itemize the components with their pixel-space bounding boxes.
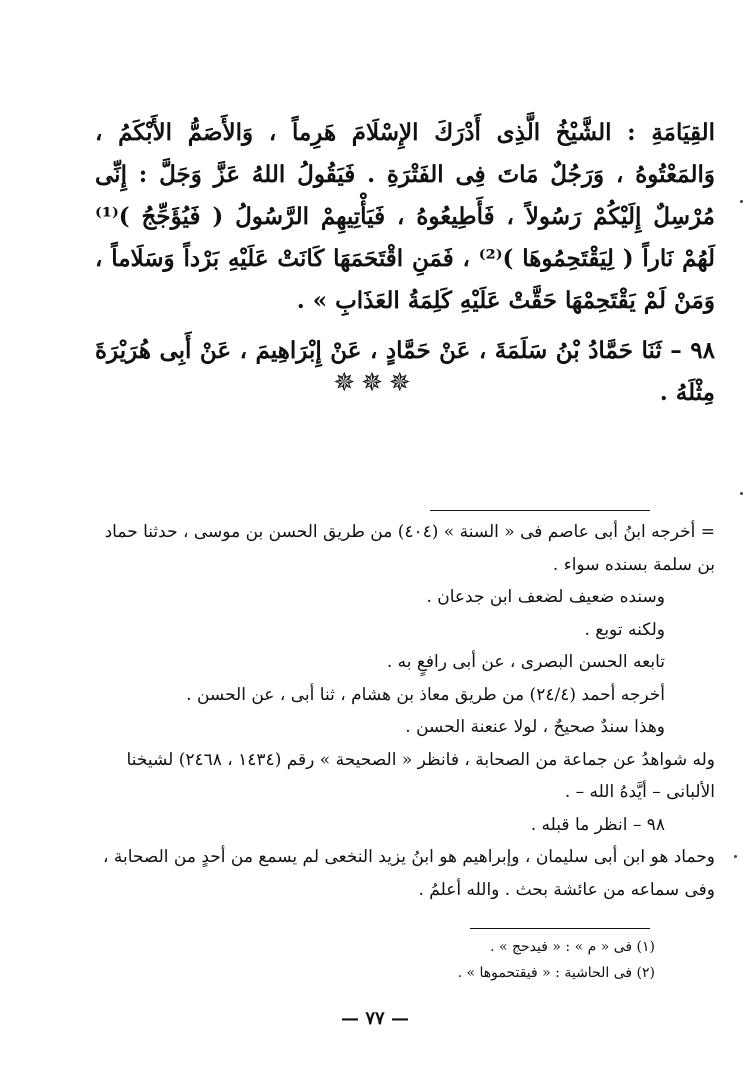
- notes-divider: [470, 928, 650, 929]
- commentary-line: وله شواهدُ عن جماعة من الصحابة ، فانظر « الصحيحة » رقم (١٤٣٤ ، ٢٤٦٨) لشيخنا الألبانى – أيَّدهُ الله – .: [126, 749, 715, 802]
- page-number: — ٧٧ —: [341, 1008, 409, 1029]
- commentary-line: ولكنه توبع .: [584, 619, 665, 640]
- footnote-2: (٢) فى الحاشية : « فيقتحموها » .: [457, 965, 655, 981]
- commentary-line: تابعه الحسن البصرى ، عن أبى رافعٍ به .: [386, 652, 665, 672]
- margin-mark: [740, 492, 743, 495]
- commentary-divider: [430, 510, 650, 511]
- hadith-98-paragraph: ٩٨ – ثَنَا حَمَّادُ بْنُ سَلَمَةَ ، عَنْ حَمَّادٍ ، عَنْ إِبْرَاهِيمَ ، عَنْ أَبِى هُرَيْرَةَ مِثْلَهُ .: [95, 337, 715, 406]
- commentary-line: = أخرجه ابنُ أبى عاصم فى « السنة » (٤٠٤) من طريق الحسن بن موسى ، حدثنا حماد بن سلمة بسنده سواء .: [104, 522, 715, 575]
- section-ornament: ✵✵✵: [333, 368, 417, 398]
- commentary-line: أخرجه أحمد (٢٤/٤) من طريق معاذ بن هشام ، ثنا أبى ، عن الحسن .: [186, 684, 665, 705]
- margin-mark: [740, 200, 743, 203]
- footnote-1: (١) فى « م » : « فيدحج » .: [490, 939, 655, 955]
- margin-mark: [734, 855, 737, 858]
- commentary-line: وهذا سندٌ صحيحٌ ، لولا عنعنة الحسن .: [405, 717, 665, 737]
- hadith-continuation-paragraph: القِيَامَةِ : الشَّيْخُ الَّذِى أَدْرَكَ الإِسْلَامَ هَرِماً ، وَالأَصَمُّ الأَبْكَمُ ، وَالمَعْتُوهُ ، وَرَجُلٌ مَاتَ فِى الفَتْرَةِ . فَيَقُولُ اللهُ عَزَّ وَجَلَّ : إِنِّى مُرْسِلٌ إِلَيْكُمْ رَسُولاً ، فَأَطِيعُوهُ ، فَيَأْتِيهِمْ الرَّسُولُ ( فَيُؤَجِّجُ )⁽¹⁾ لَهُمْ نَاراً ( لِيَقْتَحِمُوهَا )⁽²⁾ ، فَمَنِ اقْتَحَمَهَا كَانَتْ عَلَيْهِ بَرْداً وَسَلَاماً ، وَمَنْ لَمْ يَقْتَحِمْهَا حَقَّتْ عَلَيْهِ كَلِمَةُ العَذَابِ » .: [95, 119, 715, 314]
- commentary-line: وحماد هو ابن أبى سليمان ، وإبراهيم هو ابنُ يزيد النخعى لم يسمع من أحدٍ من الصحابة ، وفى سماعه من عائشة بحث . والله أعلمُ .: [102, 847, 715, 900]
- commentary-line: ٩٨ – انظر ما قبله .: [530, 814, 665, 835]
- commentary-block: [95, 516, 715, 906]
- footnotes-block: [95, 934, 655, 986]
- commentary-line: وسنده ضعيف لضعف ابن جدعان .: [426, 587, 665, 607]
